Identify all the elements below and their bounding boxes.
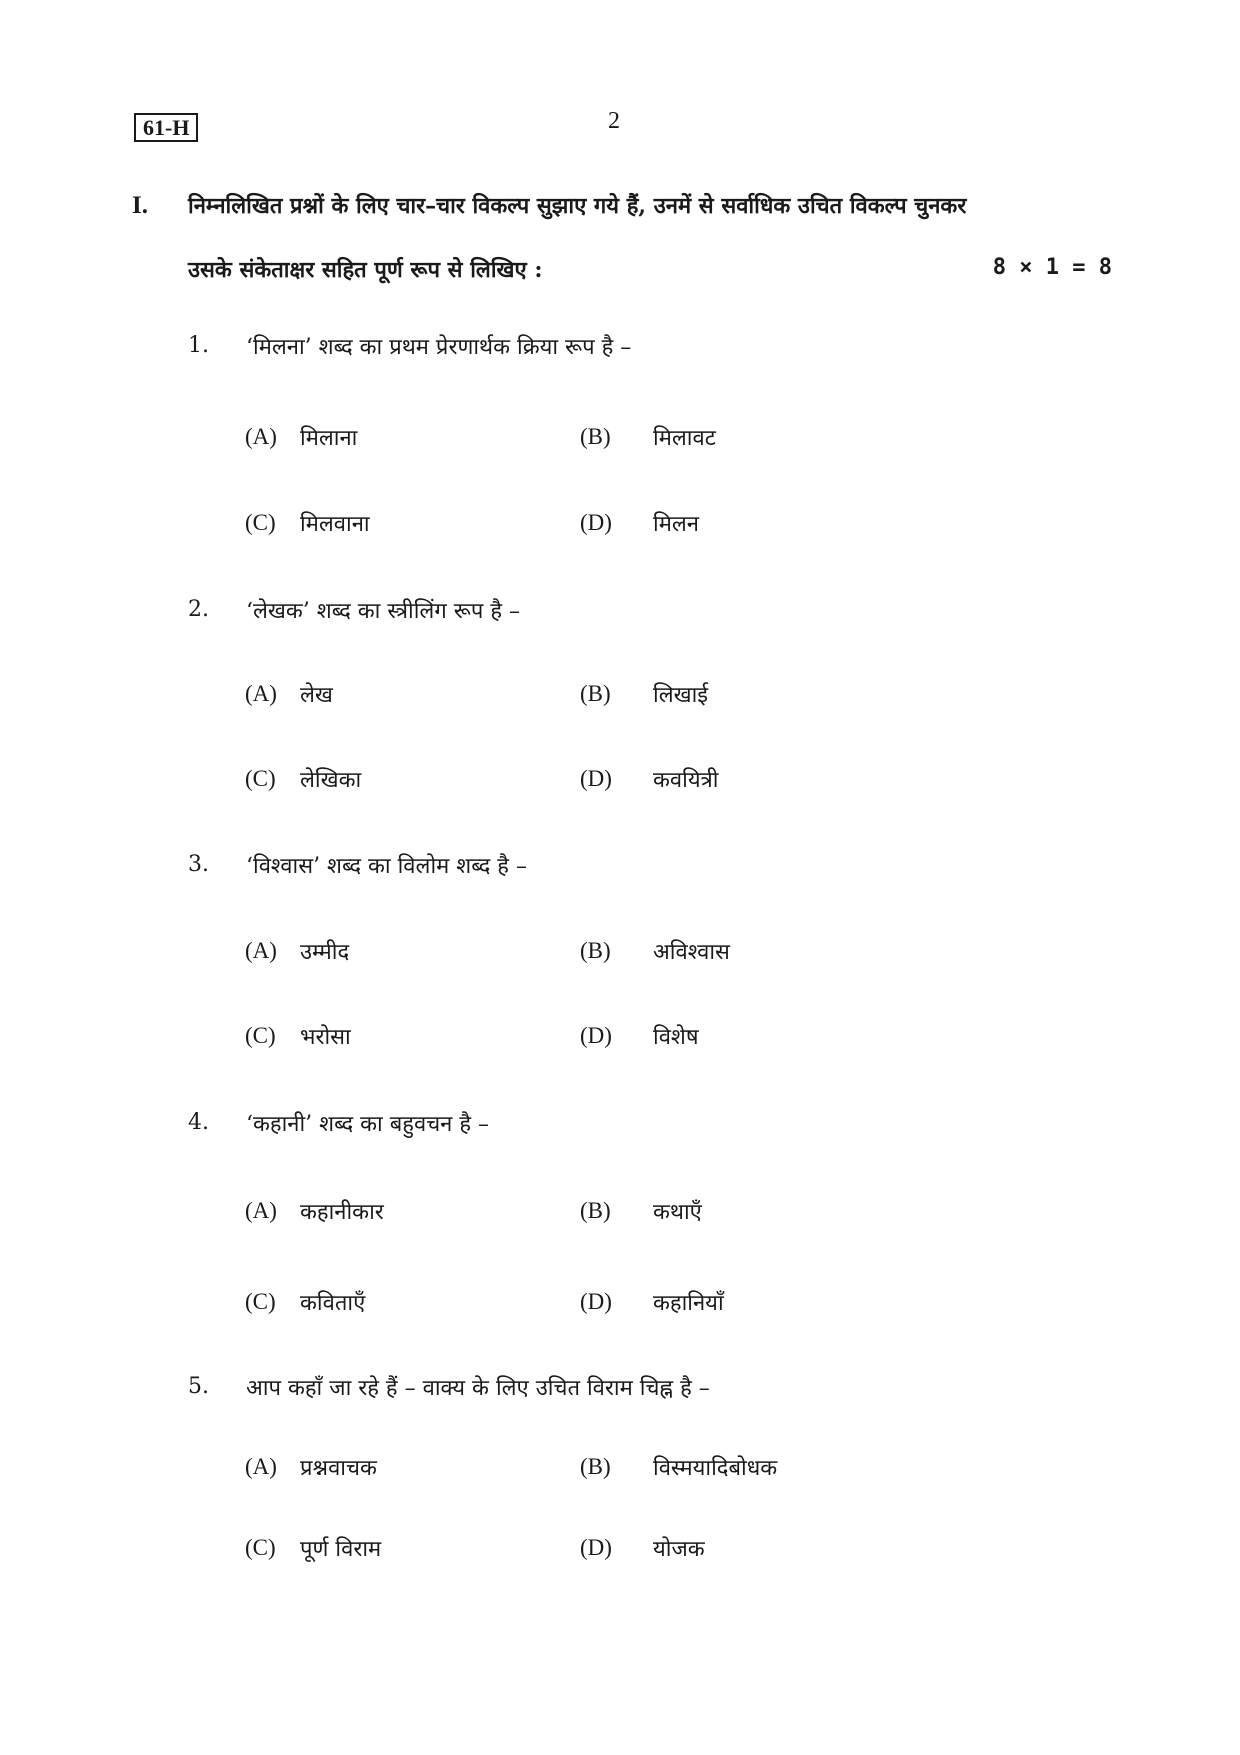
option-text: पूर्ण विराम [300, 1537, 382, 1562]
option-text: मिलाना [300, 426, 358, 451]
option-text: विशेष [653, 1025, 699, 1050]
option-letter: (C) [245, 1289, 276, 1314]
question-text: ‘विश्वास’ शब्द का विलोम शब्द है – [246, 854, 527, 879]
section-marks: 8 × 1 = 8 [992, 255, 1112, 280]
option-text: कहानियाँ [653, 1291, 724, 1316]
option-letter: (B) [580, 1198, 611, 1223]
option-text: लेख [300, 683, 333, 708]
option-letter: (A) [245, 1454, 277, 1479]
option-text: कथाएँ [653, 1200, 702, 1225]
option-letter: (D) [580, 766, 612, 791]
option-text: अविश्वास [653, 940, 730, 965]
option-text: मिलावट [653, 426, 716, 451]
question-number: 1. [188, 333, 209, 358]
option-letter: (C) [245, 1023, 276, 1048]
option-letter: (A) [245, 424, 277, 449]
option-letter: (D) [580, 1535, 612, 1560]
option-letter: (B) [580, 938, 611, 963]
page-number: 2 [608, 108, 620, 134]
question-number: 3. [188, 852, 209, 877]
option-letter: (A) [245, 938, 277, 963]
option-text: उम्मीद [300, 940, 350, 965]
option-letter: (C) [245, 1535, 276, 1560]
option-text: कहानीकार [300, 1200, 384, 1225]
option-text: प्रश्नवाचक [300, 1456, 377, 1481]
option-text: लेखिका [300, 768, 362, 793]
option-text: मिलन [653, 512, 699, 537]
option-letter: (D) [580, 1023, 612, 1048]
option-text: कवयित्री [653, 768, 719, 793]
option-text: लिखाई [653, 683, 709, 708]
option-letter: (B) [580, 681, 611, 706]
section-instruction-line2: उसके संकेताक्षर सहित पूर्ण रूप से लिखिए : [188, 257, 543, 283]
option-letter: (C) [245, 766, 276, 791]
option-text: कविताएँ [300, 1291, 366, 1316]
question-text: ‘मिलना’ शब्द का प्रथम प्रेरणार्थक क्रिया रूप है – [246, 335, 632, 360]
option-letter: (D) [580, 510, 612, 535]
paper-code: 61-H [134, 113, 198, 142]
section-instruction-line1: निम्नलिखित प्रश्नों के लिए चार–चार विकल्प सुझाए गये हैं, उनमें से सर्वाधिक उचित विकल्प चुनकर [188, 193, 967, 219]
section-number: I. [132, 192, 148, 219]
option-text: विस्मयादिबोधक [653, 1456, 778, 1481]
option-letter: (C) [245, 510, 276, 535]
option-text: भरोसा [300, 1025, 351, 1050]
option-text: योजक [653, 1537, 705, 1562]
option-letter: (A) [245, 681, 277, 706]
option-letter: (B) [580, 424, 611, 449]
option-text: मिलवाना [300, 512, 370, 537]
question-number: 4. [188, 1110, 209, 1135]
question-text: आप कहाँ जा रहे हैं – वाक्य के लिए उचित विराम चिह्न है – [246, 1376, 710, 1401]
option-letter: (D) [580, 1289, 612, 1314]
question-number: 5. [188, 1374, 209, 1399]
question-text: ‘लेखक’ शब्द का स्त्रीलिंग रूप है – [246, 599, 520, 624]
option-letter: (B) [580, 1454, 611, 1479]
option-letter: (A) [245, 1198, 277, 1223]
question-number: 2. [188, 597, 209, 622]
question-text: ‘कहानी’ शब्द का बहुवचन है – [246, 1112, 490, 1137]
